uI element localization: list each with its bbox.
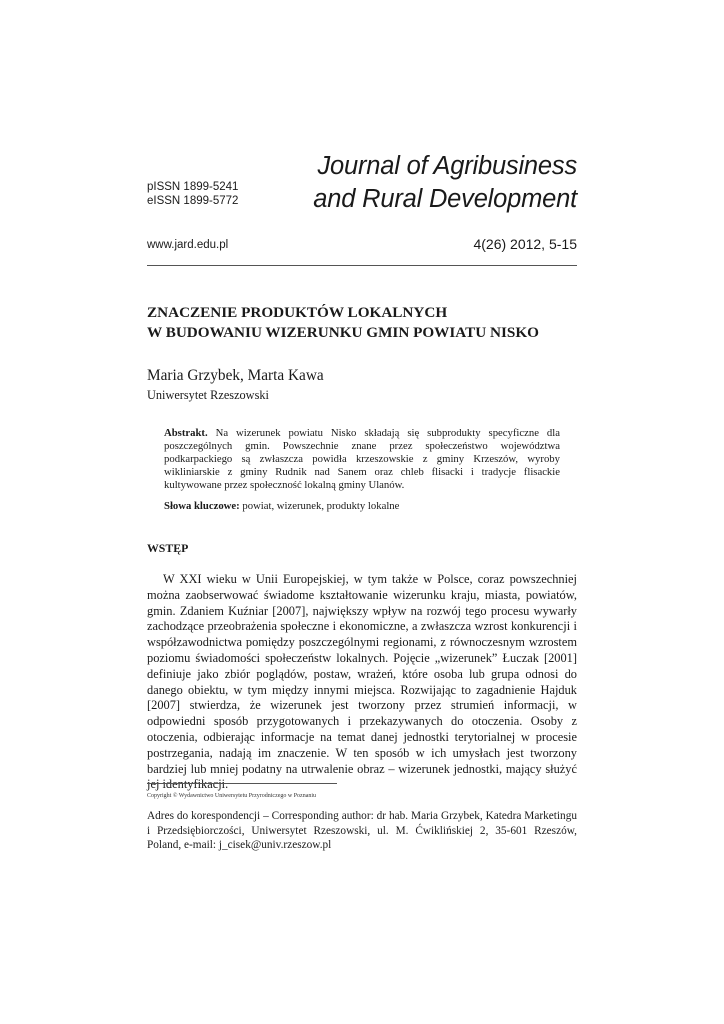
correspondence-address: Adres do korespondencji – Corresponding author: dr hab. Maria Grzybek, Katedra Marketingu i Przedsiębiorczości, Uniwersytet Rzeszowski, ul. M. Ćwiklińskiej 2, 35-601 Rzeszów, Poland, e-mail: j_cisek@univ.rzeszow.pl <box>147 810 577 851</box>
header-divider <box>147 265 577 266</box>
paper-title-line2: W BUDOWANIU WIZERUNKU GMIN POWIATU NISKO <box>147 324 539 341</box>
journal-title-line1: Journal of Agribusiness <box>317 152 577 180</box>
abstract <box>164 427 560 492</box>
keywords <box>164 500 399 512</box>
keywords-text: powiat, wizerunek, produkty lokalne <box>242 500 400 512</box>
section-heading: WSTĘP <box>147 541 189 555</box>
paper-title <box>147 303 587 343</box>
affiliation: Uniwersytet Rzeszowski <box>147 388 269 402</box>
journal-website: www.jard.edu.pl <box>147 239 229 251</box>
journal-title-line2: and Rural Development <box>313 185 577 213</box>
paper-title-line1: ZNACZENIE PRODUKTÓW LOKALNYCH <box>147 304 448 321</box>
abstract-label: Abstrakt. <box>164 427 208 439</box>
body-text <box>147 572 577 793</box>
issn-block <box>147 180 238 208</box>
authors: Maria Grzybek, Marta Kawa <box>147 367 324 384</box>
eissn: eISSN 1899-5772 <box>147 195 239 207</box>
journal-title <box>313 150 577 216</box>
body-paragraph: W XXI wieku w Unii Europejskiej, w tym także w Polsce, coraz powszechniej można zaobserwować świadome kształtowanie wizerunku kraju, miasta, powiatów, gmin. Zdaniem Kuźniar [2007], największy wpływ na rozwój tego procesu wywarły zachodzące przeobrażenia społeczne i ekonomiczne, a zwłaszcza wzrost konkurencji i współzawodnictwa pomiędzy poszczególnymi regionami, z równoczesnym wzrostem poziomu świadomości społeczeństw lokalnych. Pojęcie „wizerunek” Łuczak [2001] definiuje jako zbiór poglądów, postaw, wrażeń, które osoba lub grupa odnosi do danego obiektu, w tym między innymi miejsca. Rozwijając to zagadnienie Hajduk [2007] stwierdza, że wizerunek jest tworzony przez strumień informacji, w odpowiedni sposób przygotowanych i przekazywanych do otoczenia. Osoby z otoczenia, odbierając informacje na temat danej jednostki terytorialnej w procesie postrzegania, nadają im znaczenie. W ten sposób w ich umysłach jest tworzony bardziej lub mniej podatny na utrwalenie obraz – wizerunek jednostki, mający służyć jej identyfikacji. <box>147 572 577 792</box>
footnote-divider <box>147 783 337 784</box>
volume-info: 4(26) 2012, 5-15 <box>473 236 577 252</box>
abstract-text: Na wizerunek powiatu Nisko składają się subprodukty specyficzne dla poszczególnych gmin. Powszechnie znane przez społeczeństwo województwa podkarpackiego są zwłaszcza powidła krzeszowskie z gminy Krzeszów, wyroby wikliniarskie z gminy Rudnik nad Sanem oraz chleb flisacki i tradycje flisackie kultywowane przez społeczność lokalną gminy Ulanów. <box>164 427 560 492</box>
keywords-label: Słowa kluczowe: <box>164 500 240 512</box>
pissn: pISSN 1899-5241 <box>147 181 239 193</box>
copyright-note: Copyright © Wydawnictwo Uniwersytetu Przyrodniczego w Poznaniu <box>147 793 317 799</box>
